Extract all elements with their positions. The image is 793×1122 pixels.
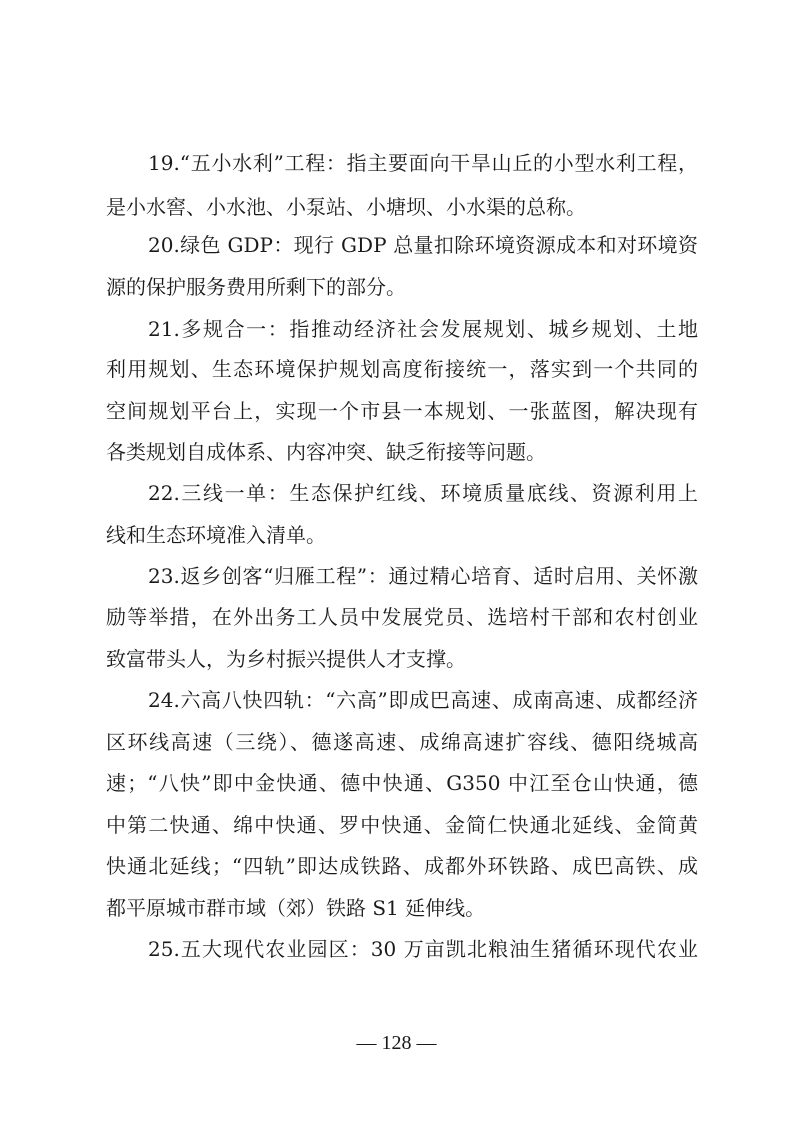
paragraph-19-line-1: 19.“五小水利”工程：指主要面向干旱山丘的小型水利工程，: [148, 151, 698, 175]
paragraph-24-line-5: 快通北延线；“四轨”即达成铁路、成都外环铁路、成巴高铁、成: [106, 854, 698, 878]
paragraph-23-line-3: 致富带头人，为乡村振兴提供人才支撑。: [106, 647, 466, 671]
paragraph-24-line-6: 都平原城市群市域（郊）铁路 S1 延伸线。: [106, 896, 486, 920]
paragraph-23-line-1: 23.返乡创客“归雁工程”：通过精心培育、适时启用、关怀激: [148, 564, 698, 588]
paragraph-21-line-2: 利用规划、生态环境保护规划高度衔接统一，落实到一个共同的: [106, 357, 698, 381]
paragraph-20-line-2: 源的保护服务费用所剩下的部分。: [106, 275, 406, 299]
paragraph-22-line-2: 线和生态环境准入清单。: [106, 523, 326, 547]
page-number: — 128 —: [356, 1032, 437, 1054]
paragraph-25-line-1: 25.五大现代农业园区：30 万亩凯北粮油生猪循环现代农业: [148, 937, 698, 961]
paragraph-21-line-3: 空间规划平台上，实现一个市县一本规划、一张蓝图，解决现有: [106, 399, 698, 423]
paragraph-22-line-1: 22.三线一单：生态保护红线、环境质量底线、资源利用上: [148, 481, 698, 505]
paragraph-24-line-3: 速；“八快”即中金快通、德中快通、G350 中江至仓山快通，德: [106, 771, 698, 795]
paragraph-21-line-4: 各类规划自成体系、内容冲突、缺乏衔接等问题。: [106, 440, 546, 464]
paragraph-24-line-1: 24.六高八快四轨：“六高”即成巴高速、成南高速、成都经济: [148, 688, 698, 712]
paragraph-19-line-2: 是小水窖、小水池、小泵站、小塘坝、小水渠的总称。: [106, 195, 586, 219]
paragraph-24-line-4: 中第二快通、绵中快通、罗中快通、金简仁快通北延线、金简黄: [106, 813, 698, 837]
paragraph-20-line-1: 20.绿色 GDP：现行 GDP 总量扣除环境资源成本和对环境资: [148, 233, 698, 257]
paragraph-23-line-2: 励等举措，在外出务工人员中发展党员、选培村干部和农村创业: [106, 605, 698, 629]
paragraph-24-line-2: 区环线高速（三绕）、德遂高速、成绵高速扩容线、德阳绕城高: [106, 730, 698, 754]
paragraph-21-line-1: 21.多规合一：指推动经济社会发展规划、城乡规划、土地: [148, 317, 698, 341]
